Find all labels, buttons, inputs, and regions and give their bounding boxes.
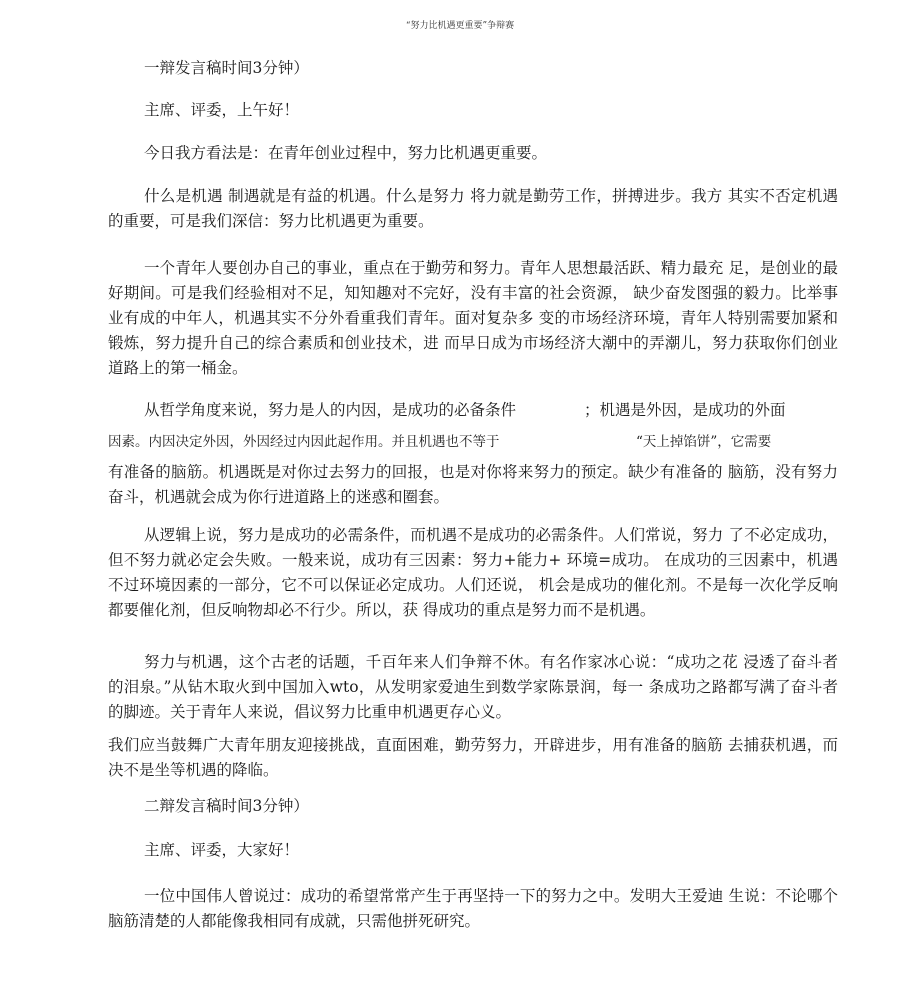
section1-greeting: 主席、评委，上午好！ [144, 101, 300, 119]
section1-paragraph-4-rest: 有准备的脑筋。机遇既是对你过去努力的回报，也是对你将来努力的预定。缺少有准备的 脑筋，没有努力奋斗，机遇就会成为你行进道路上的迷惑和圈套。 [108, 463, 838, 506]
section1-p4-line2a: 因素。内因决定外因，外因经过内因此起作用。并且机遇也不等于 [108, 434, 500, 450]
section1-paragraph-2: 什么是机遇 制遇就是有益的机遇。什么是努力 将力就是勤劳工作，拼搏进步。我方 其实不否定机遇的重要，可是我们深信：努力比机遇更为重要。 [108, 187, 838, 230]
section1-paragraph-3: 一个青年人要创办自己的事业，重点在于勤劳和努力。青年人思想最活跃、精力最充 足，是创业的最好期间。可是我们经验相对不足，知知趣对不完好，没有丰富的社会资源， 缺少奋发图强的毅力。比举事业有成的中年人，机遇其实不分外看重我们青年。面对复杂多 变的市场经济环境，青年人特别需要加紧和锻炼，努力提升自己的综合素质和创业技术，进 而早日成为市场经济大潮中的弄潮儿，努力获取你们创业道路上的第一桶金。 [108, 259, 838, 377]
section1-p4-line2b: “天上掉馅饼”，它需要 [636, 434, 772, 450]
page-header: “努力比机遇更重要”争辩赛 [405, 21, 515, 31]
section2-greeting: 主席、评委，大家好！ [144, 841, 300, 859]
section2-paragraph-1: 一位中国伟人曾说过：成功的希望常常产生于再坚持一下的努力之中。发明大王爱迪 生说：不论哪个脑筋清楚的人都能像我相同有成就，只需他拼死研究。 [108, 887, 838, 930]
section1-paragraph-6: 努力与机遇，这个古老的话题，千百年来人们争辩不休。有名作家冰心说：“成功之花 浸透了奋斗者的泪泉。”从钻木取火到中国加入wto，从发明家爱迪生到数学家陈景润，每一 条成功之路都写满了奋斗者的脚迹。关于青年人来说，倡议努力比重申机遇更存心义。 [108, 653, 838, 721]
section1-p4-line1b: ；机遇是外因，是成功的外面 [584, 401, 786, 419]
section2-heading: 二辩发言稿时间3分钟） [144, 797, 309, 815]
section1-paragraph-7: 我们应当鼓舞广大青年朋友迎接挑战，直面困难，勤劳努力，开辟进步，用有准备的脑筋 去捕获机遇，而决不是坐等机遇的降临。 [108, 736, 838, 779]
section1-paragraph-5: 从逻辑上说，努力是成功的必需条件，而机遇不是成功的必需条件。人们常说，努力 了不必定成功，但不努力就必定会失败。一般来说，成功有三因素：努力+能力+ 环境=成功。 在成功的三因素中，机遇不过环境因素的一部分，它不可以保证必定成功。人们还说， 机会是成功的催化剂。不是每一次化学反响都要催化剂，但反响物却必不行少。所以，获 得成功的重点是努力而不是机遇。 [108, 526, 838, 619]
section1-heading: 一辩发言稿时间3分钟） [144, 59, 309, 77]
section1-p4-line1a: 从哲学角度来说，努力是人的内因，是成功的必备条件 [144, 401, 517, 419]
section1-paragraph-1: 今日我方看法是：在青年创业过程中，努力比机遇更重要。 [144, 144, 548, 162]
